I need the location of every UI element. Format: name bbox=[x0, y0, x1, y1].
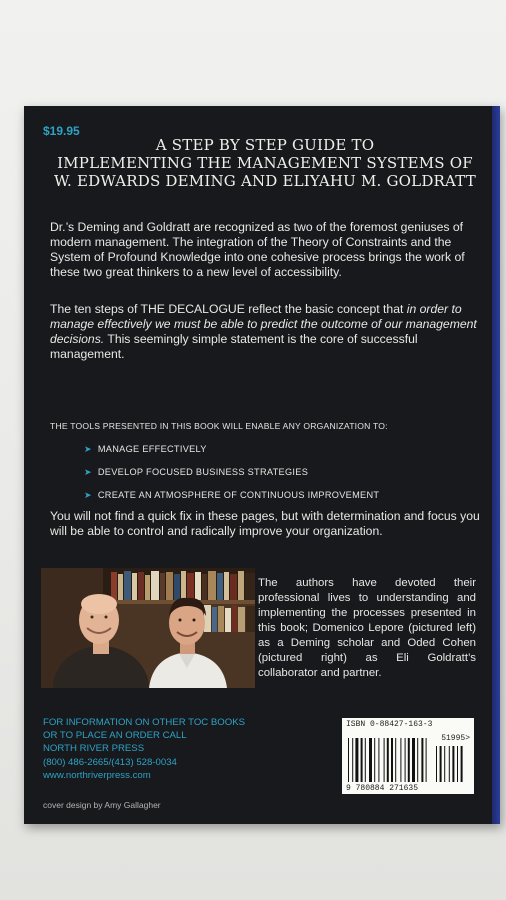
bullet-item bbox=[84, 467, 308, 478]
authors-photo bbox=[41, 568, 255, 688]
authors-bio: The authors have devoted their professional lives to understanding and implementing the processes presented in this book; Domenico Lepore (pictured left) as a Deming scholar and Oded Cohen (pictured right) as Eli Goldratt’s collaborator and partner. bbox=[258, 577, 476, 679]
decalogue-text-start: The ten steps of THE DECALOGUE reflect the basic concept that bbox=[50, 302, 407, 316]
barcode-number: 9 780884 271635 bbox=[346, 784, 419, 793]
intro-paragraph: Dr.’s Deming and Goldratt are recognized as two of the foremost geniuses of modern management. The integration of the Theory of Constraints and the System of Profound Knowledge into one cohesive process brings the work of these two great thinkers to a new level of accessibility. bbox=[50, 220, 465, 279]
price: $19.95 bbox=[43, 124, 80, 138]
phone-numbers: (800) 486-2665/(413) 528-0034 bbox=[43, 756, 177, 768]
headline bbox=[50, 136, 480, 190]
arrow-icon: ➤ bbox=[84, 490, 92, 500]
spine-edge bbox=[492, 106, 500, 824]
contact-line: OR TO PLACE AN ORDER CALL bbox=[43, 730, 187, 742]
publisher-contact bbox=[43, 716, 245, 782]
closing-text: You will not find a quick fix in these pages, but with determination and focus you will be able to control and radically improve your organization. bbox=[50, 509, 480, 538]
bullet-label: MANAGE EFFECTIVELY bbox=[97, 444, 207, 454]
decalogue-text-italic: in order to manage effectively we must be able to predict the outcome of our management decisions. bbox=[50, 302, 477, 346]
authors-photo-image bbox=[41, 568, 255, 688]
cover-design-credit: cover design by Amy Gallagher bbox=[43, 800, 161, 810]
tools-intro: THE TOOLS PRESENTED IN THIS BOOK WILL ENABLE ANY ORGANIZATION TO: bbox=[50, 421, 388, 431]
headline-line-3: W. EDWARDS DEMING AND ELIYAHU M. GOLDRATT bbox=[54, 172, 476, 190]
bullet-item bbox=[84, 490, 379, 501]
bullet-label: DEVELOP FOCUSED BUSINESS STRATEGIES bbox=[97, 467, 309, 477]
book-back-cover bbox=[24, 106, 500, 824]
headline-line-2: IMPLEMENTING THE MANAGEMENT SYSTEMS OF bbox=[57, 154, 473, 172]
contact-line: FOR INFORMATION ON OTHER TOC BOOKS bbox=[43, 717, 246, 728]
barcode bbox=[342, 734, 474, 794]
bullet-item bbox=[84, 444, 207, 455]
arrow-icon: ➤ bbox=[84, 467, 92, 477]
headline-line-1: A STEP BY STEP GUIDE TO bbox=[155, 136, 375, 154]
price-code: 51995> bbox=[441, 734, 470, 743]
decalogue-paragraph bbox=[50, 302, 480, 362]
bullet-label: CREATE AN ATMOSPHERE OF CONTINUOUS IMPROVEMENT bbox=[97, 490, 380, 500]
isbn-label: ISBN 0-88427-163-3 bbox=[342, 718, 474, 744]
arrow-icon: ➤ bbox=[84, 444, 92, 454]
website: www.northriverpress.com bbox=[43, 769, 151, 781]
publisher-name: NORTH RIVER PRESS bbox=[43, 743, 145, 755]
decalogue-text-end: This seemingly simple statement is the core of successful management. bbox=[50, 332, 418, 361]
